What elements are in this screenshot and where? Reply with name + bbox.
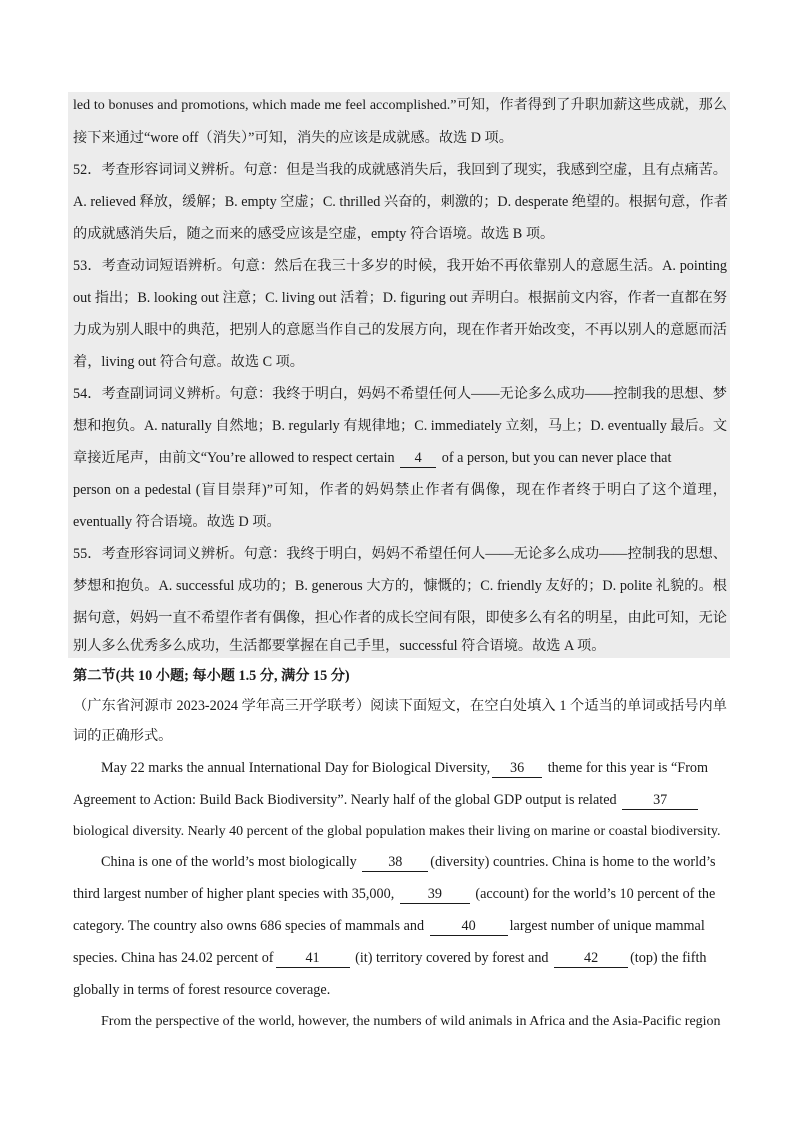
blank-41: 41: [276, 950, 350, 968]
explanation-line: 55．考查形容词词义辨析。句意：我终于明白，妈妈不希望任何人——无论多么成功——控制我的思想、: [73, 546, 727, 562]
passage-text: theme for this year is “From: [547, 760, 709, 776]
passage-line: [101, 852, 727, 872]
explanation-line: 接下来通过“wore off（消失）”可知，消失的应该是成就感。故选 D 项。: [73, 130, 513, 146]
explanation-text: 章接近尾声，由前文“You’re allowed to respect certain: [73, 450, 395, 466]
blank-42: 42: [554, 950, 628, 968]
explanation-line: 53．考查动词短语辨析。句意：然后在我三十多岁的时候，我开始不再依靠别人的意愿生活。A. pointing: [73, 258, 727, 274]
explanation-line: 力成为别人眼中的典范，把别人的意愿当作自己的发展方向，现在作者开始改变，不再以别人的意愿而活: [73, 322, 727, 338]
passage-text: species. China has 24.02 percent of: [73, 950, 274, 966]
blank-40: 40: [430, 918, 508, 936]
passage-text: largest number of unique mammal: [509, 918, 705, 934]
passage-line: biological diversity. Nearly 40 percent of the global population makes their living on marine or coastal biodiversity.: [73, 824, 721, 839]
section-heading: 第二节(共 10 小题; 每小题 1.5 分, 满分 15 分): [73, 668, 350, 684]
passage-line: [101, 758, 727, 778]
passage-text: (top) the fifth: [630, 950, 707, 966]
explanation-line: 54．考查副词词义辨析。句意：我终于明白，妈妈不希望任何人——无论多么成功——控制我的思想、梦: [73, 386, 727, 402]
passage-line: [73, 916, 727, 936]
explanation-line: 52．考查形容词词义辨析。句意：但是当我的成就感消失后，我回到了现实，我感到空虚，且有点痛苦。: [73, 162, 727, 178]
explanation-text: of a person, but you can never place that: [441, 450, 672, 466]
passage-text: China is one of the world’s most biologically: [101, 854, 357, 870]
explanation-line: led to bonuses and promotions, which made me feel accomplished.”可知，作者得到了升职加薪这些成就，那么: [73, 98, 727, 113]
passage-text: (diversity) countries. China is home to the world’s: [430, 854, 716, 870]
explanation-line: out 指出；B. looking out 注意；C. living out 活着；D. figuring out 弄明白。根据前文内容，作者一直都在努: [73, 290, 727, 306]
blank-37: 37: [622, 792, 698, 810]
explanation-line: 着，living out 符合句意。故选 C 项。: [73, 354, 304, 370]
explanation-line: 别人多么优秀多么成功，生活都要掌握在自己手里，successful 符合语境。故选 A 项。: [73, 638, 606, 654]
section-instruction: （广东省河源市 2023-2024 学年高三开学联考）阅读下面短文，在空白处填入 1 个适当的单词或括号内单: [73, 698, 727, 714]
passage-text: Agreement to Action: Build Back Biodiversity”. Nearly half of the global GDP output is related: [73, 792, 617, 808]
explanation-line: person on a pedestal (盲目崇拜)”可知，作者的妈妈禁止作者有偶像，现在作者终于明白了这个道理，: [73, 482, 727, 498]
passage-line: globally in terms of forest resource coverage.: [73, 982, 331, 998]
blank-36: 36: [492, 760, 542, 778]
blank-4: 4: [400, 450, 436, 468]
explanation-line: 想和抱负。A. naturally 自然地；B. regularly 有规律地；C. immediately 立刻，马上；D. eventually 最后。文: [73, 418, 728, 434]
passage-text: May 22 marks the annual International Day for Biological Diversity,: [101, 760, 491, 776]
explanation-line: 据句意，妈妈一直不希望作者有偶像，担心作者的成长空间有限，即使多么有名的明星，由此可知，无论: [73, 610, 727, 626]
passage-line: [73, 948, 727, 968]
blank-38: 38: [362, 854, 428, 872]
passage-line: From the perspective of the world, however, the numbers of wild animals in Africa and the Asia-Pacific region: [101, 1014, 721, 1029]
passage-text: category. The country also owns 686 species of mammals and: [73, 918, 425, 934]
explanation-line: eventually 符合语境。故选 D 项。: [73, 514, 281, 530]
explanation-line: [73, 448, 727, 468]
explanation-line: 梦想和抱负。A. successful 成功的；B. generous 大方的，慷慨的；C. friendly 友好的；D. polite 礼貌的。根: [73, 578, 727, 594]
section-instruction: 词的正确形式。: [73, 728, 173, 744]
explanation-line: A. relieved 释放，缓解；B. empty 空虚；C. thrilled 兴奋的，刺激的；D. desperate 绝望的。根据句意，作者: [73, 194, 728, 210]
passage-line: [73, 884, 727, 904]
passage-text: (it) territory covered by forest and: [355, 950, 549, 966]
explanation-line: 的成就感消失后，随之而来的感受应该是空虚，empty 符合语境。故选 B 项。: [73, 226, 555, 242]
passage-text: (account) for the world’s 10 percent of the: [475, 886, 716, 902]
blank-39: 39: [400, 886, 470, 904]
passage-line: [73, 790, 727, 810]
passage-text: third largest number of higher plant species with 35,000,: [73, 886, 395, 902]
